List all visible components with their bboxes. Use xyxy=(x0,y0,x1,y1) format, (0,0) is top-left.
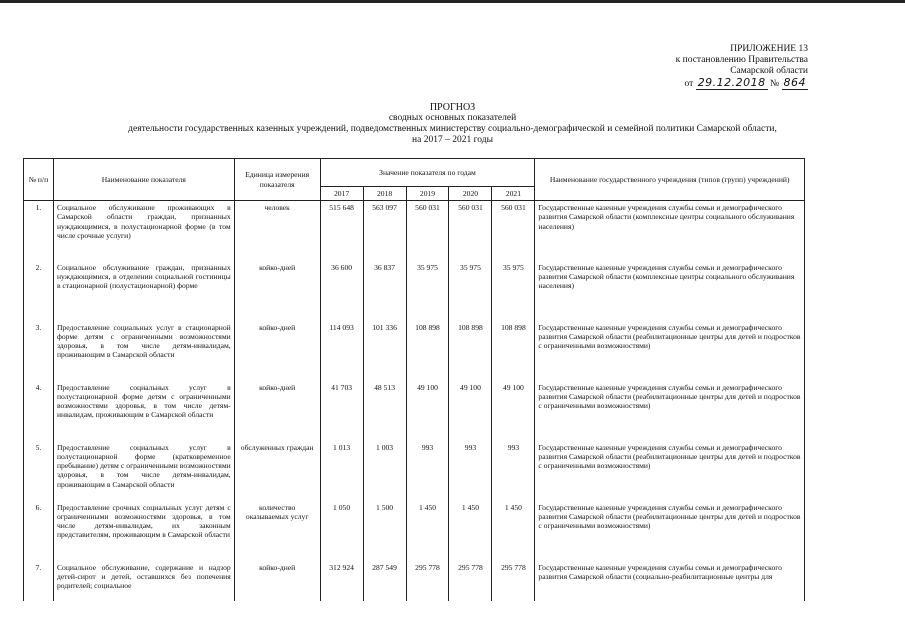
row-institution: Государственные казенные учреждения службы семьи и демографического развития Самарской области (реабилитационные центры для детей и подростков с ограниченными возможностями) xyxy=(535,441,805,501)
row-value: 993 xyxy=(492,441,535,501)
row-num: 1. xyxy=(24,201,54,261)
row-value: 48 513 xyxy=(363,381,406,441)
row-value: 36 600 xyxy=(320,261,363,321)
row-name: Социальное обслуживание, содержание и надзор детей-сирот и детей, оставшихся без попечения родителей; социальное xyxy=(53,561,234,601)
row-value: 560 031 xyxy=(406,201,449,261)
table-row xyxy=(24,381,805,441)
row-value: 35 975 xyxy=(406,261,449,321)
header-year: 2019 xyxy=(406,187,449,201)
row-value: 1 500 xyxy=(363,501,406,561)
date-prefix: от xyxy=(684,79,694,89)
header-institution: Наименование государственного учреждения (типов (групп) учреждений) xyxy=(535,159,805,201)
row-num: 5. xyxy=(24,441,54,501)
row-unit: обслуженных граждан xyxy=(234,441,320,501)
row-name: Социальное обслуживание проживающих в Самарской области граждан, признанных нуждающимися, в полустационарной форме (в том числе срочные услуги) xyxy=(53,201,234,261)
header-year: 2018 xyxy=(363,187,406,201)
row-value: 1 003 xyxy=(363,441,406,501)
row-unit: количество оказываемых услуг xyxy=(234,501,320,561)
row-name: Предоставление социальных услуг в полустационарной форме (кратковременное пребывание) детям с ограниченными возможностями здоровья, в том числе детям-инвалидам, проживающим в Самарской области xyxy=(53,441,234,501)
handwritten-date: 29.12.2018 xyxy=(697,76,766,89)
header-num: № п/п xyxy=(24,159,54,201)
row-value: 560 031 xyxy=(449,201,492,261)
row-institution: Государственные казенные учреждения службы семьи и демографического развития Самарской области (социально-реабилитационные центры для xyxy=(535,561,805,601)
title-description: деятельности государственных казенных учреждений, подведомственных министерству социально-демографической и семейной политики Самарской области, xyxy=(128,124,777,134)
header-values: Значение показателя по годам xyxy=(320,159,535,187)
row-num: 4. xyxy=(24,381,54,441)
row-value: 1 450 xyxy=(492,501,535,561)
header-name: Наименование показателя xyxy=(53,159,234,201)
row-value: 101 336 xyxy=(363,321,406,381)
row-unit: койко-дней xyxy=(234,381,320,441)
row-unit: койко-дней xyxy=(234,321,320,381)
indicators-table xyxy=(23,158,805,601)
row-value: 36 837 xyxy=(363,261,406,321)
appendix-region: Самарской области xyxy=(730,66,808,76)
header-year: 2021 xyxy=(492,187,535,201)
row-value: 1 013 xyxy=(320,441,363,501)
row-institution: Государственные казенные учреждения службы семьи и демографического развития Самарской области (реабилитационные центры для детей и подростков с ограниченными возможностями) xyxy=(535,381,805,441)
header-year: 2020 xyxy=(449,187,492,201)
row-name: Социальное обслуживание граждан, признанных нуждающимися, в отделении социальной гостиницы в стационарной (полустационарной) форме xyxy=(53,261,234,321)
table-row xyxy=(24,261,805,321)
table-row xyxy=(24,441,805,501)
row-institution: Государственные казенные учреждения службы семьи и демографического развития Самарской области (реабилитационные центры для детей и подростков с ограниченными возможностями) xyxy=(535,501,805,561)
table-row xyxy=(24,501,805,561)
row-value: 49 100 xyxy=(492,381,535,441)
row-value: 312 924 xyxy=(320,561,363,601)
row-name: Предоставление социальных услуг в стационарной форме детям с ограниченными возможностями здоровья, в том числе детям-инвалидам, проживающим в Самарской области xyxy=(53,321,234,381)
row-num: 7. xyxy=(24,561,54,601)
row-num: 6. xyxy=(24,501,54,561)
header-unit: Единица измерения показателя xyxy=(234,159,320,201)
row-value: 1 450 xyxy=(406,501,449,561)
handwritten-number: 864 xyxy=(783,76,806,89)
appendix-date-line xyxy=(630,77,808,90)
row-unit: койко-дней xyxy=(234,261,320,321)
appendix-block xyxy=(630,44,808,90)
table-row xyxy=(24,561,805,601)
title-forecast: ПРОГНОЗ xyxy=(429,102,476,113)
row-value: 993 xyxy=(406,441,449,501)
row-value: 114 093 xyxy=(320,321,363,381)
row-value: 1 050 xyxy=(320,501,363,561)
document-title xyxy=(0,102,905,146)
row-value: 515 648 xyxy=(320,201,363,261)
row-value: 560 031 xyxy=(492,201,535,261)
row-num: 2. xyxy=(24,261,54,321)
table-row xyxy=(24,201,805,261)
row-value: 35 975 xyxy=(449,261,492,321)
row-value: 49 100 xyxy=(406,381,449,441)
row-num: 3. xyxy=(24,321,54,381)
number-prefix: № xyxy=(770,79,780,89)
row-institution: Государственные казенные учреждения службы семьи и демографического развития Самарской области (реабилитационные центры для детей и подростков с ограниченными возможностями) xyxy=(535,321,805,381)
row-value: 108 898 xyxy=(492,321,535,381)
row-institution: Государственные казенные учреждения службы семьи и демографического развития Самарской области (комплексные центры социального обслуживания населения) xyxy=(535,201,805,261)
appendix-title: ПРИЛОЖЕНИЕ 13 xyxy=(730,44,808,54)
header-year: 2017 xyxy=(320,187,363,201)
row-unit: человек xyxy=(234,201,320,261)
row-unit: койко-дней xyxy=(234,561,320,601)
row-value: 295 778 xyxy=(406,561,449,601)
row-value: 49 100 xyxy=(449,381,492,441)
row-name: Предоставление социальных услуг в полустационарной форме детям с ограниченными возможностями здоровья, в том числе детям-инвалидам, проживающим в Самарской области xyxy=(53,381,234,441)
row-value: 108 898 xyxy=(406,321,449,381)
top-border-line xyxy=(0,0,905,3)
row-name: Предоставление срочных социальных услуг детям с ограниченными возможностями здоровья, в том числе детям-инвалидам, их законным представителям, проживающим в Самарской области xyxy=(53,501,234,561)
title-period: на 2017 – 2021 годы xyxy=(412,135,493,145)
row-value: 993 xyxy=(449,441,492,501)
row-value: 108 898 xyxy=(449,321,492,381)
row-value: 41 703 xyxy=(320,381,363,441)
row-value: 295 778 xyxy=(492,561,535,601)
table-row xyxy=(24,321,805,381)
row-institution: Государственные казенные учреждения службы семьи и демографического развития Самарской области (комплексные центры социального обслуживания населения) xyxy=(535,261,805,321)
row-value: 1 450 xyxy=(449,501,492,561)
row-value: 563 097 xyxy=(363,201,406,261)
title-subtitle: сводных основных показателей xyxy=(388,113,517,123)
row-value: 295 778 xyxy=(449,561,492,601)
row-value: 287 549 xyxy=(363,561,406,601)
row-value: 35 975 xyxy=(492,261,535,321)
appendix-resolution: к постановлению Правительства xyxy=(675,55,808,65)
